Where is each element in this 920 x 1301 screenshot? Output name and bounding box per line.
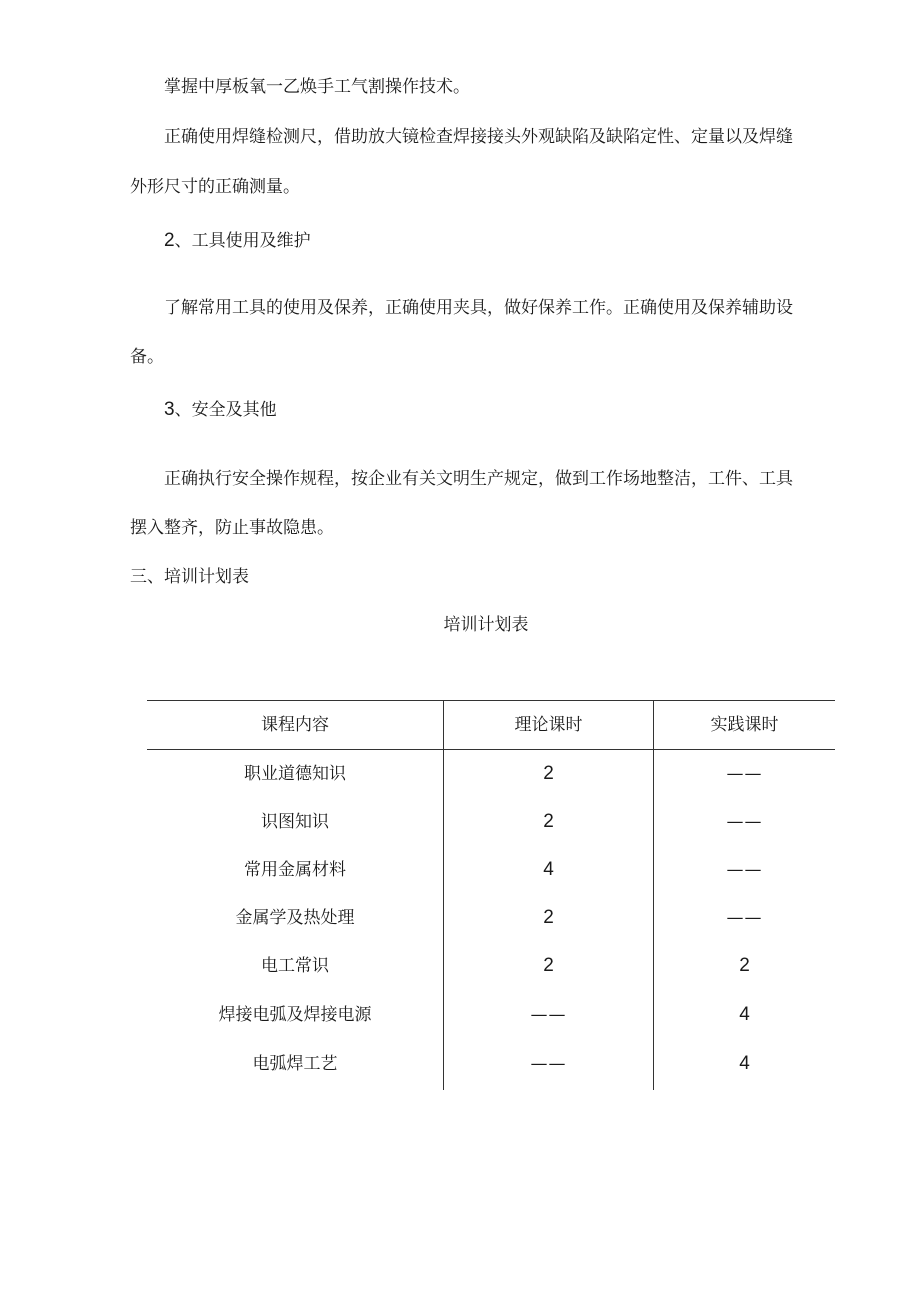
paragraph-weld-inspection-line2: 外形尺寸的正确测量。 [130,177,300,197]
practice-hours: —— [726,764,763,784]
header-theory-hours: 理论课时 [514,715,583,735]
course-name: 常用金属材料 [244,860,346,880]
course-name: 职业道德知识 [244,764,346,784]
table-column-divider-1 [443,700,444,1090]
table-header-rule [147,749,835,750]
theory-hours: 2 [543,907,554,928]
table-top-rule [147,700,835,701]
theory-hours: —— [530,1005,567,1025]
section-heading-training-plan: 三、培训计划表 [130,567,249,587]
theory-hours: 4 [543,859,554,880]
table-caption: 培训计划表 [443,615,529,635]
heading-tools-text: 、工具使用及维护 [174,231,311,251]
heading-tools-number: 2 [164,230,175,251]
course-name: 金属学及热处理 [235,908,355,928]
practice-hours: —— [726,860,763,880]
heading-safety-text: 、安全及其他 [174,400,277,420]
course-name: 焊接电弧及焊接电源 [218,1005,372,1025]
paragraph-gas-cutting: 掌握中厚板氧一乙焕手工气割操作技术。 [164,77,470,97]
practice-hours: —— [726,908,763,928]
theory-hours: —— [530,1054,567,1074]
theory-hours: 2 [543,811,554,832]
course-name: 电弧焊工艺 [252,1054,338,1074]
header-practice-hours: 实践课时 [710,715,779,735]
header-course-content: 课程内容 [261,715,329,735]
course-name: 电工常识 [261,956,329,976]
training-plan-table [147,700,835,1090]
practice-hours: 2 [739,955,750,976]
paragraph-tools-line2: 备。 [130,347,164,367]
heading-tools [164,229,311,253]
paragraph-safety-line2: 摆入整齐，防止事故隐患。 [130,518,334,538]
paragraph-weld-inspection-line1: 正确使用焊缝检测尺，借助放大镜检查焊接接头外观缺陷及缺陷定性、定量以及焊缝 [164,127,793,147]
paragraph-tools-line1: 了解常用工具的使用及保养，正确使用夹具，做好保养工作。正确使用及保养辅助设 [164,298,793,318]
practice-hours: 4 [739,1053,750,1074]
theory-hours: 2 [543,763,554,784]
heading-safety-number: 3 [164,399,175,420]
theory-hours: 2 [543,955,554,976]
table-column-divider-2 [653,700,654,1090]
practice-hours: 4 [739,1004,750,1025]
paragraph-safety-line1: 正确执行安全操作规程，按企业有关文明生产规定，做到工作场地整洁，工件、工具 [164,469,793,489]
heading-safety [164,398,277,422]
practice-hours: —— [726,812,763,832]
course-name: 识图知识 [261,812,329,832]
